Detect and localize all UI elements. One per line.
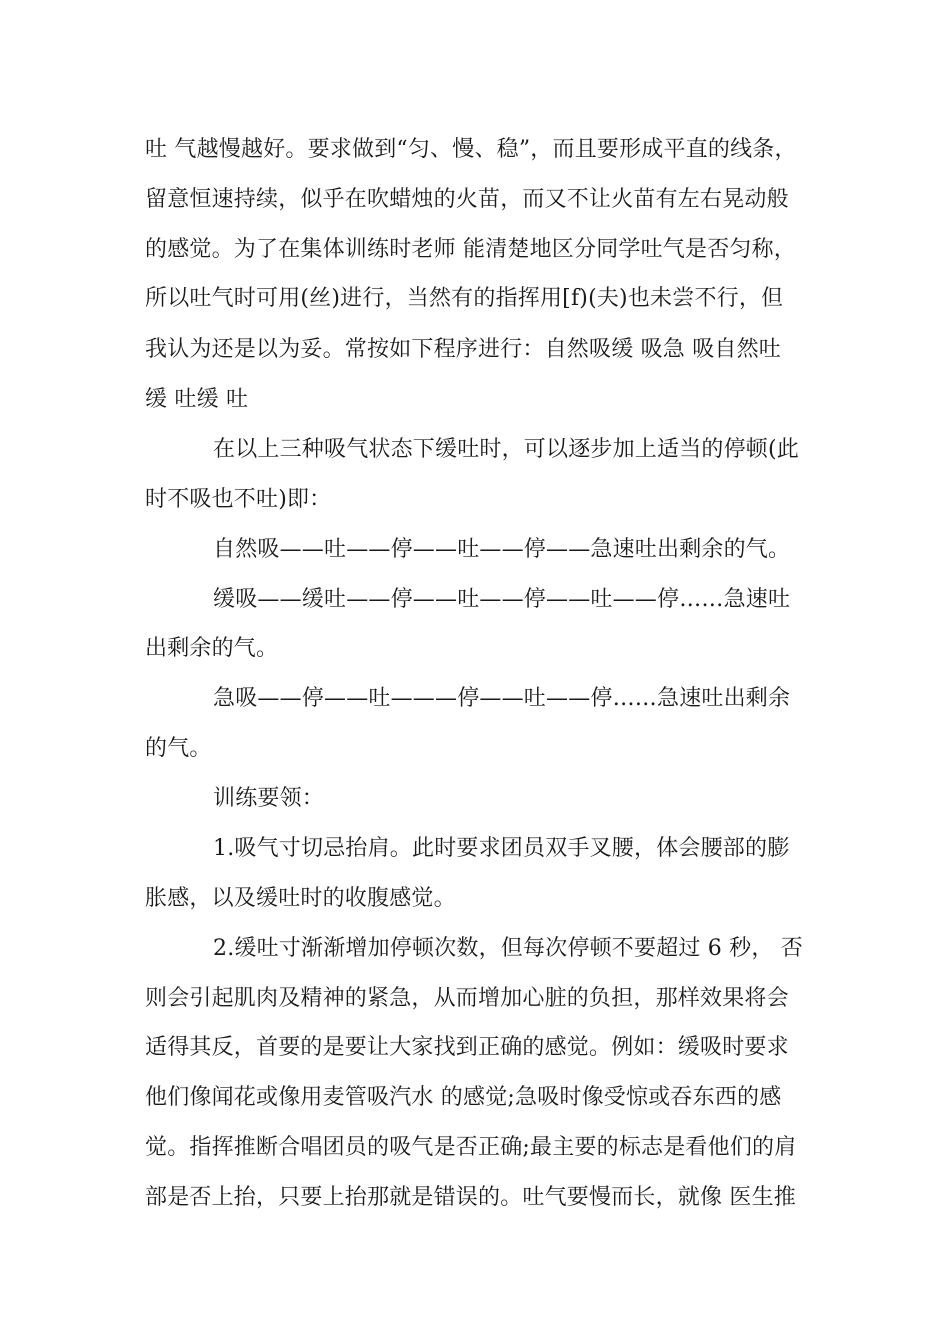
text-line: 他们像闻花或像用麦管吸汽水 的感觉;急吸时像受惊或吞东西的感 <box>145 1085 782 1110</box>
text-line: 所以吐气时可用(丝)进行，当然有的指挥用[f)(夫)也未尝不行，但 <box>145 286 784 311</box>
text-line: 缓 吐缓 吐 <box>145 387 249 412</box>
text-line: 的感觉。为了在集体训练时老师 能清楚地区分同学吐气是否匀称， <box>145 237 796 262</box>
list-item-first-line: 2.缓吐寸渐渐增加停顿次数，但每次停顿不要超过 6 秒， 否 <box>213 936 803 961</box>
sequence-line: 缓吸——缓吐——停——吐——停——吐——停……急速吐 <box>213 587 791 612</box>
sequence-line: 急吸——停——吐———停——吐——停……急速吐出剩余 <box>213 686 791 711</box>
text-line: 留意恒速持续，似乎在吹蜡烛的火苗，而又不让火苗有左右晃动般 <box>145 187 789 212</box>
list-item-first-line: 1.吸气寸切忌抬肩。此时要求团员双手叉腰，体会腰部的膨 <box>213 836 790 861</box>
text-line: 出剩余的气。 <box>145 636 279 661</box>
text-line: 适得其反，首要的是要让大家找到正确的感觉。例如：缓吸时要求 <box>145 1035 789 1060</box>
text-line: 吐 气越慢越好。要求做到“匀、慢、稳”，而且要形成平直的线条， <box>145 137 797 162</box>
section-heading: 训练要领： <box>213 786 325 811</box>
text-line: 胀感，以及缓吐时的收腹感觉。 <box>145 886 456 911</box>
text-line: 部是否上抬，只要上抬那就是错误的。吐气要慢而长，就像 医生推 <box>145 1185 796 1210</box>
text-line: 则会引起肌肉及精神的紧急，从而增加心脏的负担，那样效果将会 <box>145 986 789 1011</box>
sequence-line: 自然吸——吐——停——吐——停——急速吐出剩余的气。 <box>213 537 791 562</box>
paragraph-first-line: 在以上三种吸气状态下缓吐时，可以逐步加上适当的停顿(此 <box>213 437 799 462</box>
text-line: 我认为还是以为妥。常按如下程序进行：自然吸缓 吸急 吸自然吐 <box>145 337 781 362</box>
text-line: 的气。 <box>145 736 212 761</box>
text-line: 时不吸也不吐)即： <box>145 487 332 512</box>
text-line: 觉。指挥推断合唱团员的吸气是否正确;最主要的标志是看他们的肩 <box>145 1135 797 1160</box>
